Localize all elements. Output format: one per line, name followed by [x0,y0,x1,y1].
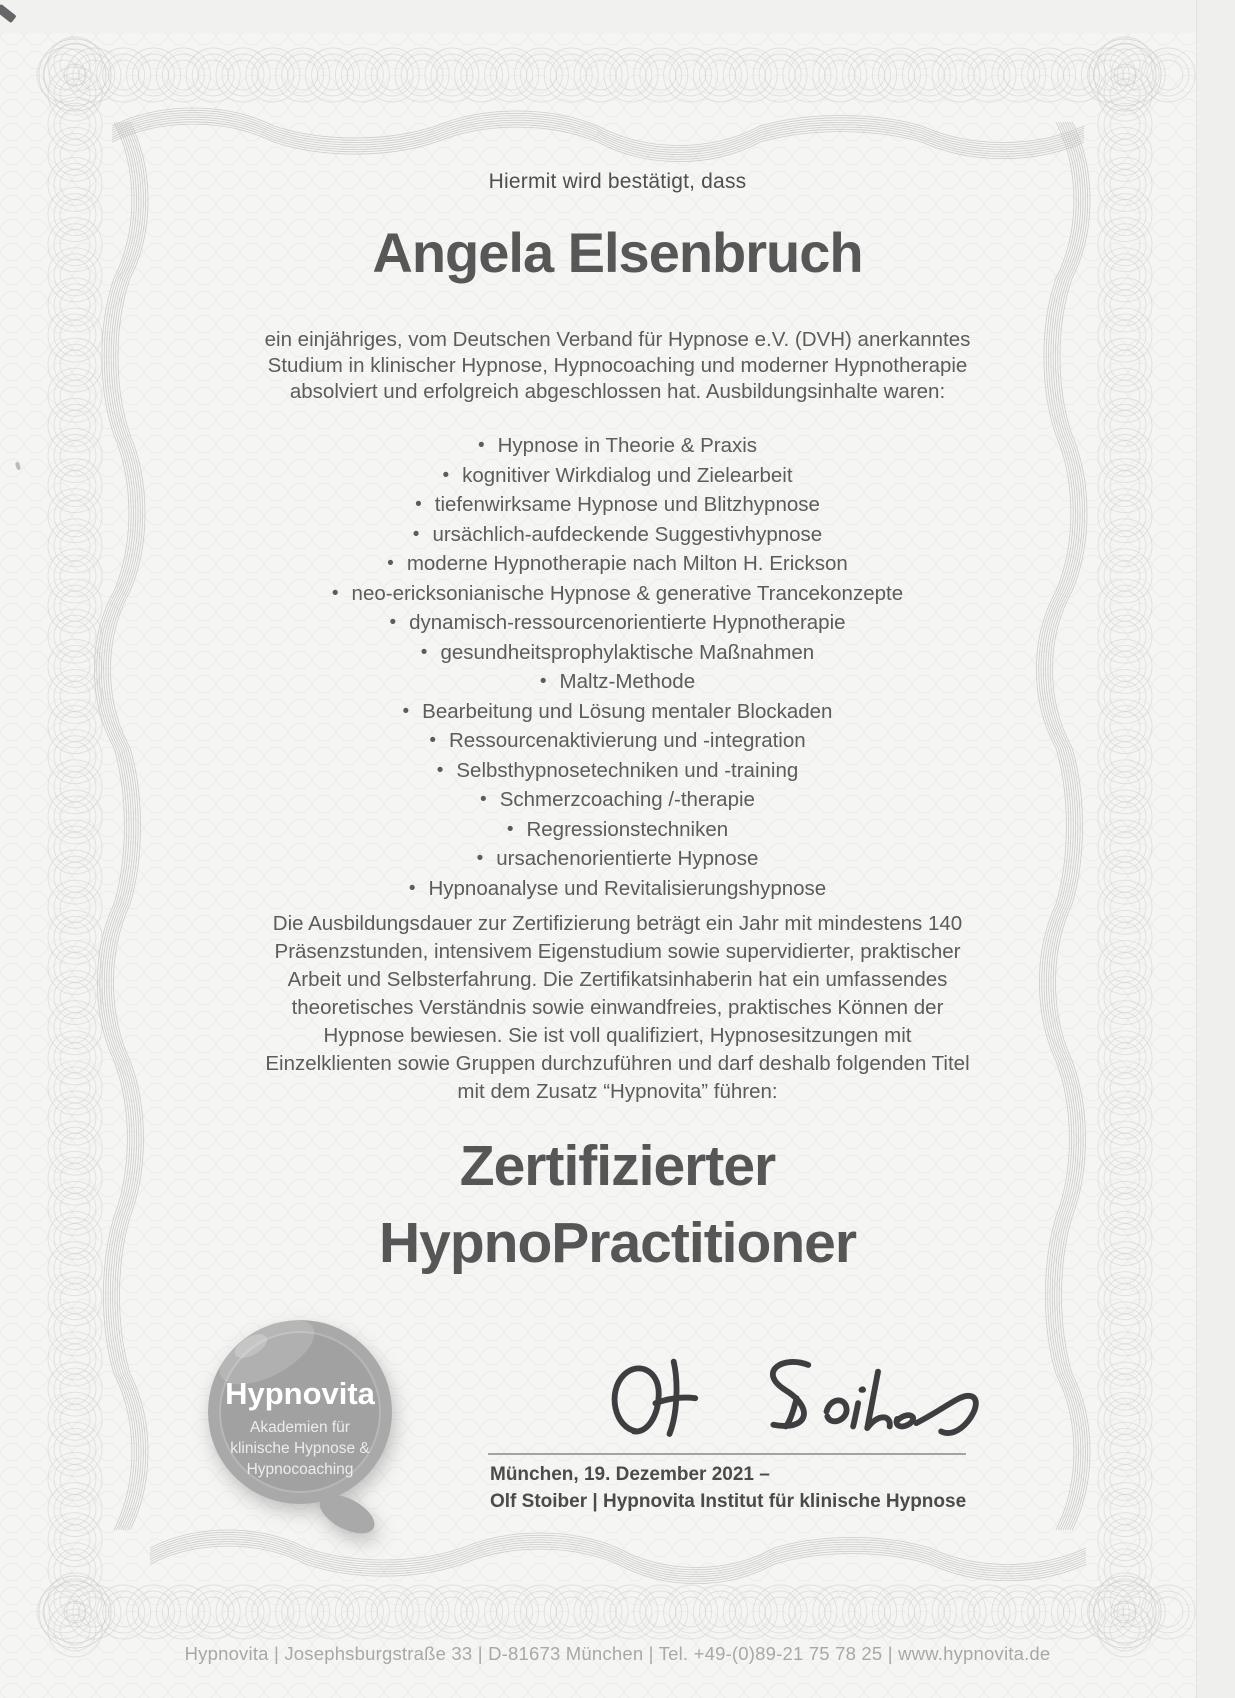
curriculum-item-label: tiefenwirksame Hypnose und Blitzhypnose [434,493,820,516]
closing-paragraph: Die Ausbildungsdauer zur Zertifizierung beträgt ein Jahr mit mindestens 140 Präsenzstunden, intensivem Eigenstudium sowie supervidierter, praktischer Arbeit und Selbsterfahrung. Die Zertifikatsinhaberin hat ein umfassendes theoretisches Verständnis sowie einwandfreies, praktisches Können der Hypnose bewiesen. Sie ist voll qualifiziert, Hypnosesitzungen mit Einzelklienten sowie Gruppen durchzuführen und darf deshalb folgenden Titel mit dem Zusatz “Hypnovita” führen: [265,912,970,1103]
bullet-icon: • [387,553,394,574]
list-item [168,491,1068,521]
list-item [168,845,1068,875]
bullet-icon: • [506,818,514,840]
confirmation-line: Hiermit wird bestätigt, dass [488,170,747,193]
curriculum-item-label: moderne Hypnotherapie nach Milton H. Erickson [406,552,848,575]
list-item [168,875,1068,905]
bullet-icon: • [408,877,416,899]
seal-name: Hypnovita [225,1376,375,1411]
date-line: München, 19. Dezember 2021 – [490,1464,770,1485]
list-item [168,550,1068,580]
curriculum-item-label: Maltz-Methode [559,670,696,693]
list-item [168,639,1068,669]
curriculum-item-label: Hypnoanalyse und Revitalisierungshypnose [428,876,827,900]
bullet-icon: • [331,582,339,604]
curriculum-list [168,432,1068,904]
curriculum-item-label: neo-ericksonianische Hypnose & generative Trancekonzepte [351,581,904,605]
title-line-1: Zertifizierter [459,1134,776,1198]
bullet-icon: • [436,759,444,781]
bullet-icon: • [539,671,547,692]
seal-icon [175,1286,425,1548]
bullet-icon: • [477,435,485,456]
bullet-icon: • [412,523,420,545]
signature-rule [488,1453,966,1455]
curriculum-item-label: gesundheitsprophylaktische Maßnahmen [440,640,815,664]
curriculum-item-label: Schmerzcoaching /-therapie [499,788,755,811]
curriculum-item-label: dynamisch-ressourcenorientierte Hypnotherapie [409,611,846,634]
seal-subtitle-line-1: Akademien für [250,1419,350,1436]
list-item [168,757,1068,787]
seal-subtitle-line-2: klinische Hypnose & [230,1440,370,1457]
signature-script [585,1350,985,1458]
bullet-icon: • [429,730,436,751]
list-item [168,580,1068,610]
bullet-icon: • [476,848,484,869]
hypnovita-seal [175,1286,425,1548]
intro-paragraph: ein einjähriges, vom Deutschen Verband für Hypnose e.V. (DVH) anerkanntes Studium in klinischer Hypnose, Hypnocoaching und moderner Hypnotherapie absolviert und erfolgreich abgeschlossen hat. Ausbildungsinhalte waren: [264,328,971,403]
list-item [168,786,1068,816]
seal-subtitle-line-3: Hypnocoaching [246,1461,354,1478]
curriculum-item-label: ursächlich-aufdeckende Suggestivhypnose [432,522,823,546]
title-line-2: HypnoPractitioner [378,1211,857,1275]
list-item [168,462,1068,492]
bullet-icon: • [415,494,422,515]
signer-line: Olf Stoiber | Hypnovita Institut für klinische Hypnose [490,1491,967,1512]
curriculum-item-label: Hypnose in Theorie & Praxis [497,434,758,457]
footer-line: Hypnovita | Josephsburgstraße 33 | D-81673 München | Tel. +49-(0)89-21 75 78 25 | www.hypnovita.de [184,1643,1051,1664]
list-item [168,816,1068,846]
curriculum-item-label: Selbsthypnosetechniken und -training [456,758,799,782]
list-item [168,521,1068,551]
list-item [168,727,1068,757]
recipient-name: Angela Elsenbruch [372,221,863,284]
signature-block [490,1461,966,1515]
curriculum-item-label: ursachenorientierte Hypnose [496,847,759,870]
bullet-icon: • [480,789,487,810]
bullet-icon: • [442,464,450,486]
list-item [168,698,1068,728]
bullet-icon: • [389,612,397,633]
certificate-title [379,1128,856,1282]
curriculum-item-label: kognitiver Wirkdialog und Zielearbeit [462,463,793,487]
curriculum-item-label: Regressionstechniken [526,817,729,841]
bullet-icon: • [420,641,428,663]
bullet-icon: • [402,700,410,722]
list-item [168,668,1068,698]
list-item [168,432,1068,462]
curriculum-item-label: Bearbeitung und Lösung mentaler Blockaden [422,699,833,723]
curriculum-item-label: Ressourcenaktivierung und -integration [448,729,806,752]
list-item [168,609,1068,639]
